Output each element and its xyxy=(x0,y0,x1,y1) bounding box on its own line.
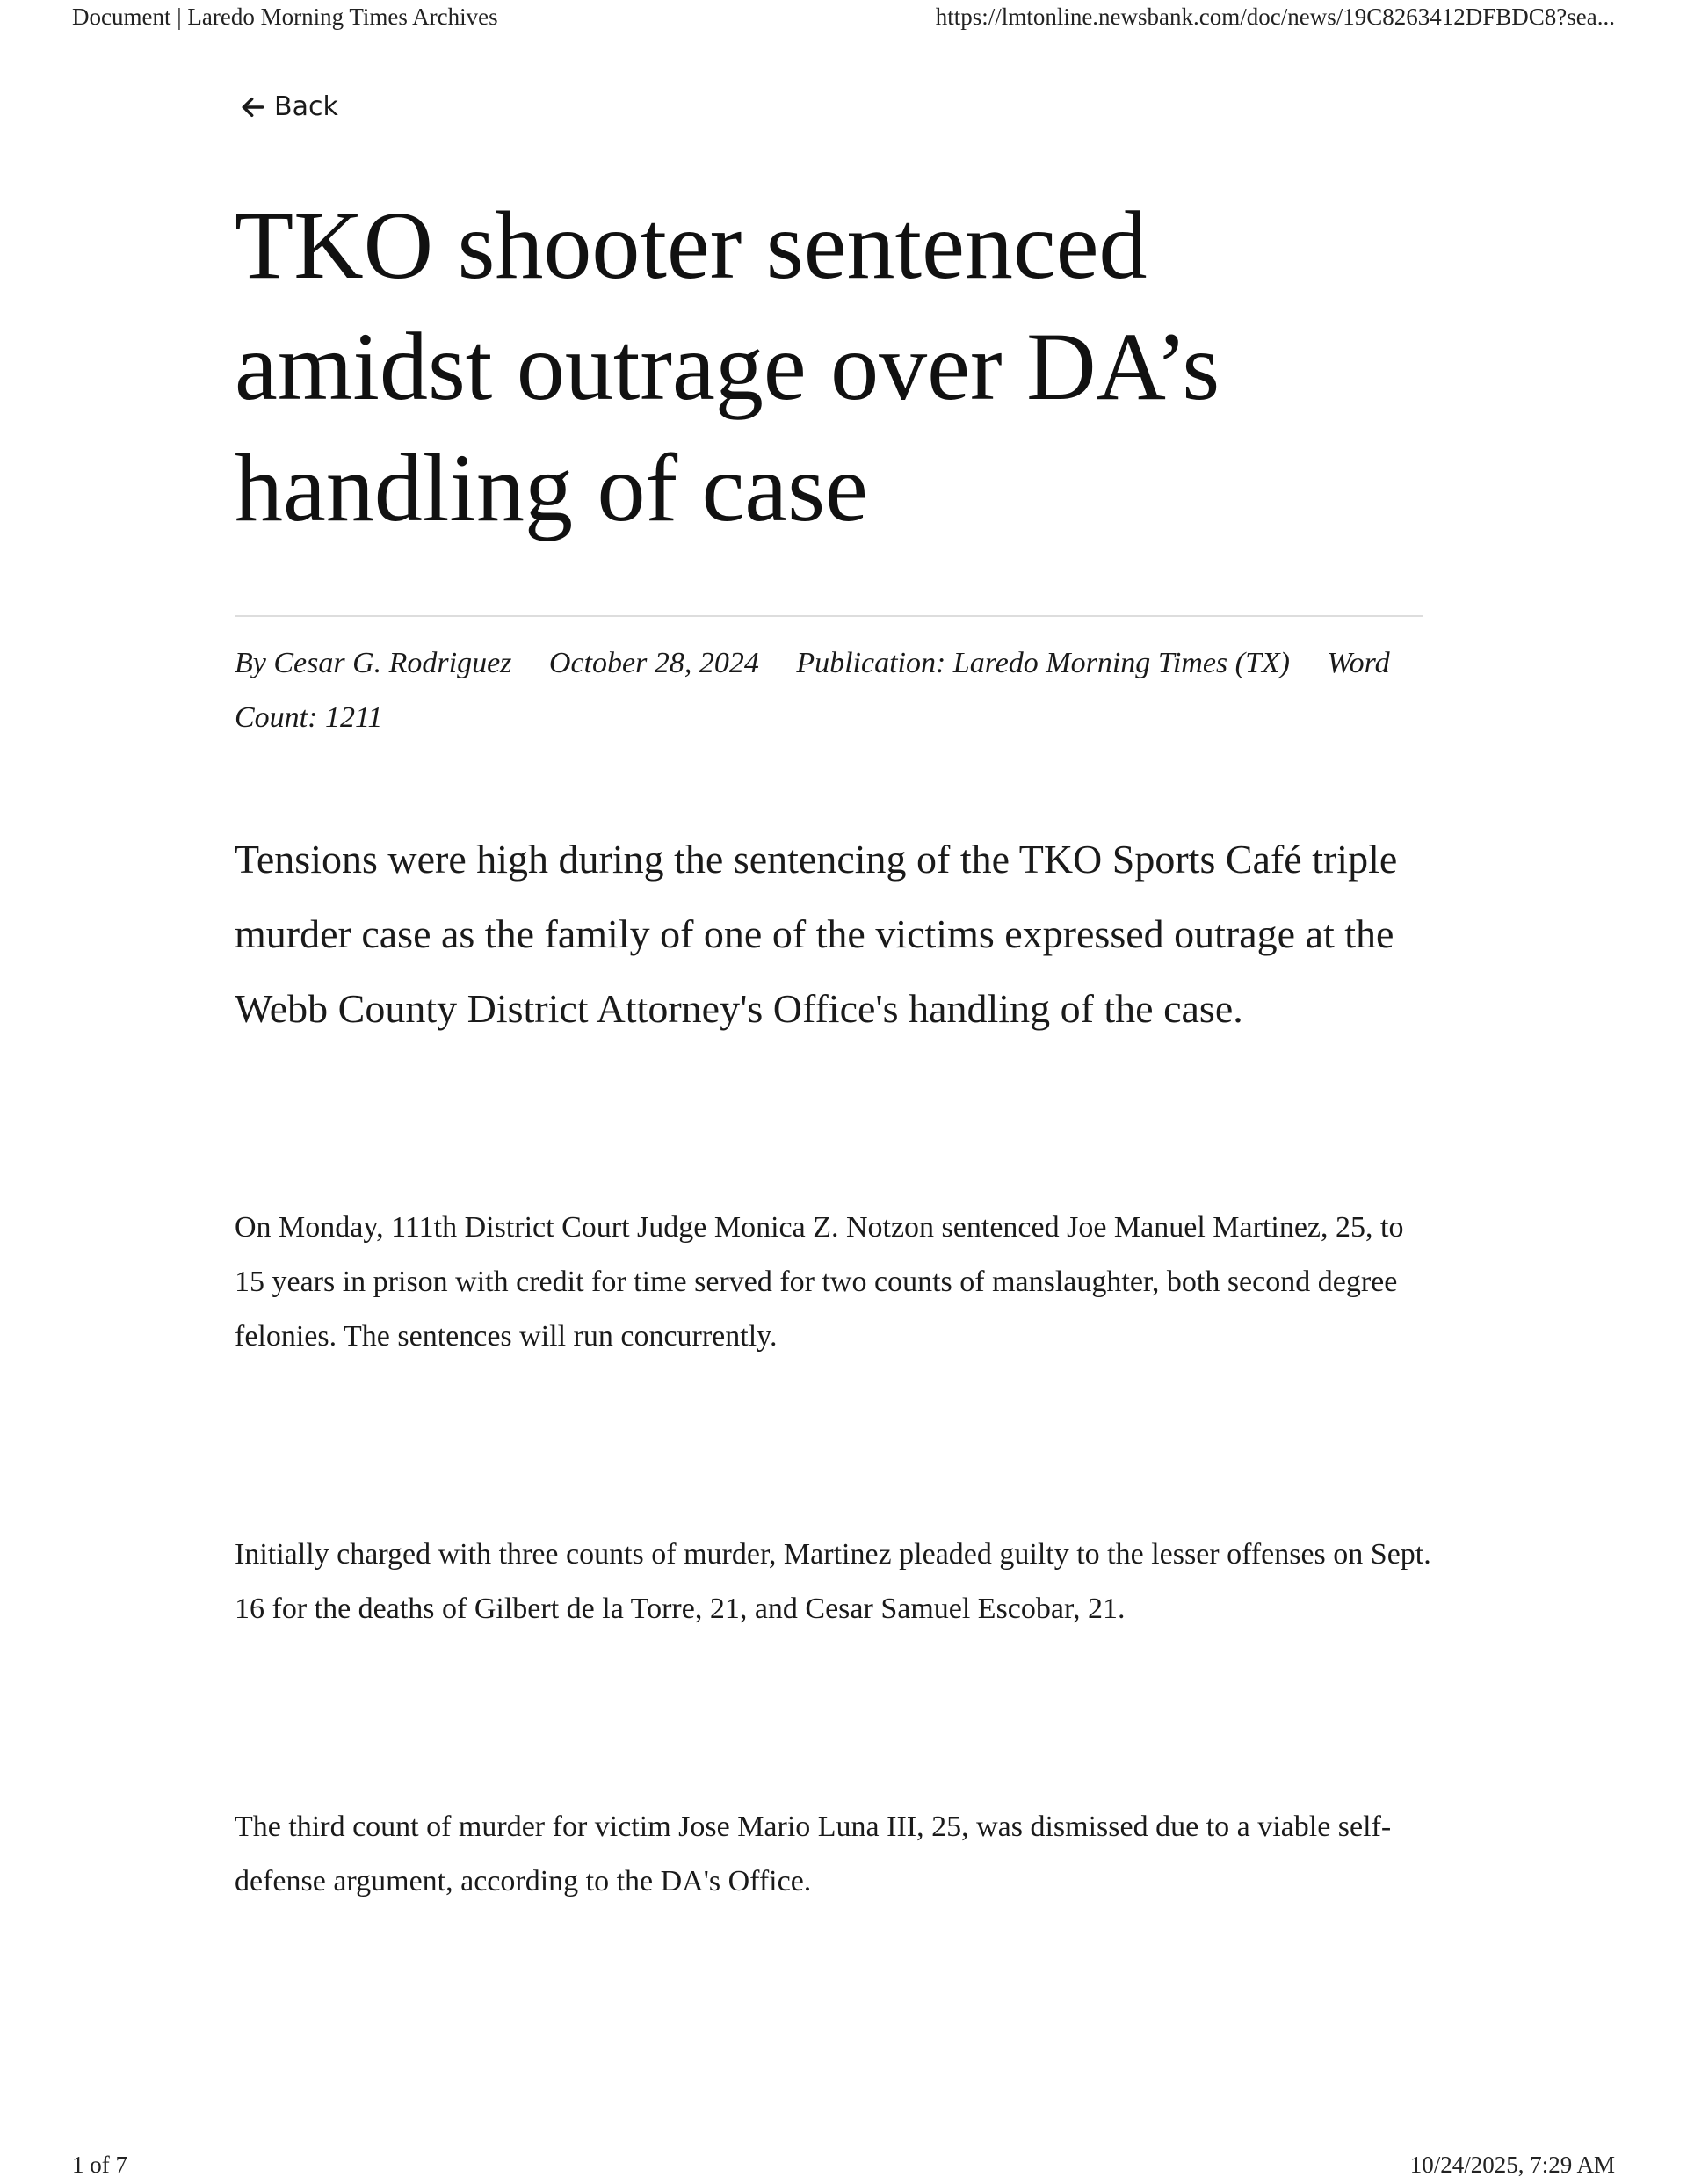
print-timestamp: 10/24/2025, 7:29 AM xyxy=(1409,2151,1615,2178)
byline-date: October 28, 2024 xyxy=(548,647,759,679)
byline-author: By Cesar G. Rodriguez xyxy=(235,647,512,679)
print-header-title: Document | Laredo Morning Times Archives xyxy=(72,4,498,30)
page-number: 1 of 7 xyxy=(72,2151,127,2178)
byline-publication: Publication: Laredo Morning Times (TX) xyxy=(796,647,1290,679)
article-byline xyxy=(235,636,1430,745)
print-footer xyxy=(72,2145,1615,2184)
print-header xyxy=(72,0,1615,35)
back-label: Back xyxy=(274,91,338,122)
article-headline: TKO shooter sentenced amidst outrage over DA’s handling of case xyxy=(235,192,1220,541)
back-button[interactable] xyxy=(239,91,338,122)
arrow-left-icon xyxy=(239,93,267,121)
print-header-url: https://lmtonline.newsbank.com/doc/news/19C8263412DFBDC8?sea... xyxy=(935,4,1615,30)
byline-word-count: Word Count: 1211 xyxy=(235,647,1390,734)
article-paragraph: On Monday, 111th District Court Judge Monica Z. Notzon sentenced Joe Manuel Martinez, 25, to 15 years in prison with credit for time served for two counts of manslaughter, both second degree felonies. The sentences will run concurrently. xyxy=(235,1211,1404,1353)
divider xyxy=(235,615,1423,617)
article-lead: Tensions were high during the sentencing of the TKO Sports Café triple murder case as the family of one of the victims expressed outrage at the Webb County District Attorney's Office's handling of the case. xyxy=(235,837,1398,1031)
article-paragraph: Initially charged with three counts of murder, Martinez pleaded guilty to the lesser offenses on Sept. 16 for the deaths of Gilbert de la Torre, 21, and Cesar Samuel Escobar, 21. xyxy=(235,1538,1431,1625)
article-paragraph: The third count of murder for victim Jose Mario Luna III, 25, was dismissed due to a viable self-defense argument, according to the DA's Office. xyxy=(235,1810,1392,1897)
